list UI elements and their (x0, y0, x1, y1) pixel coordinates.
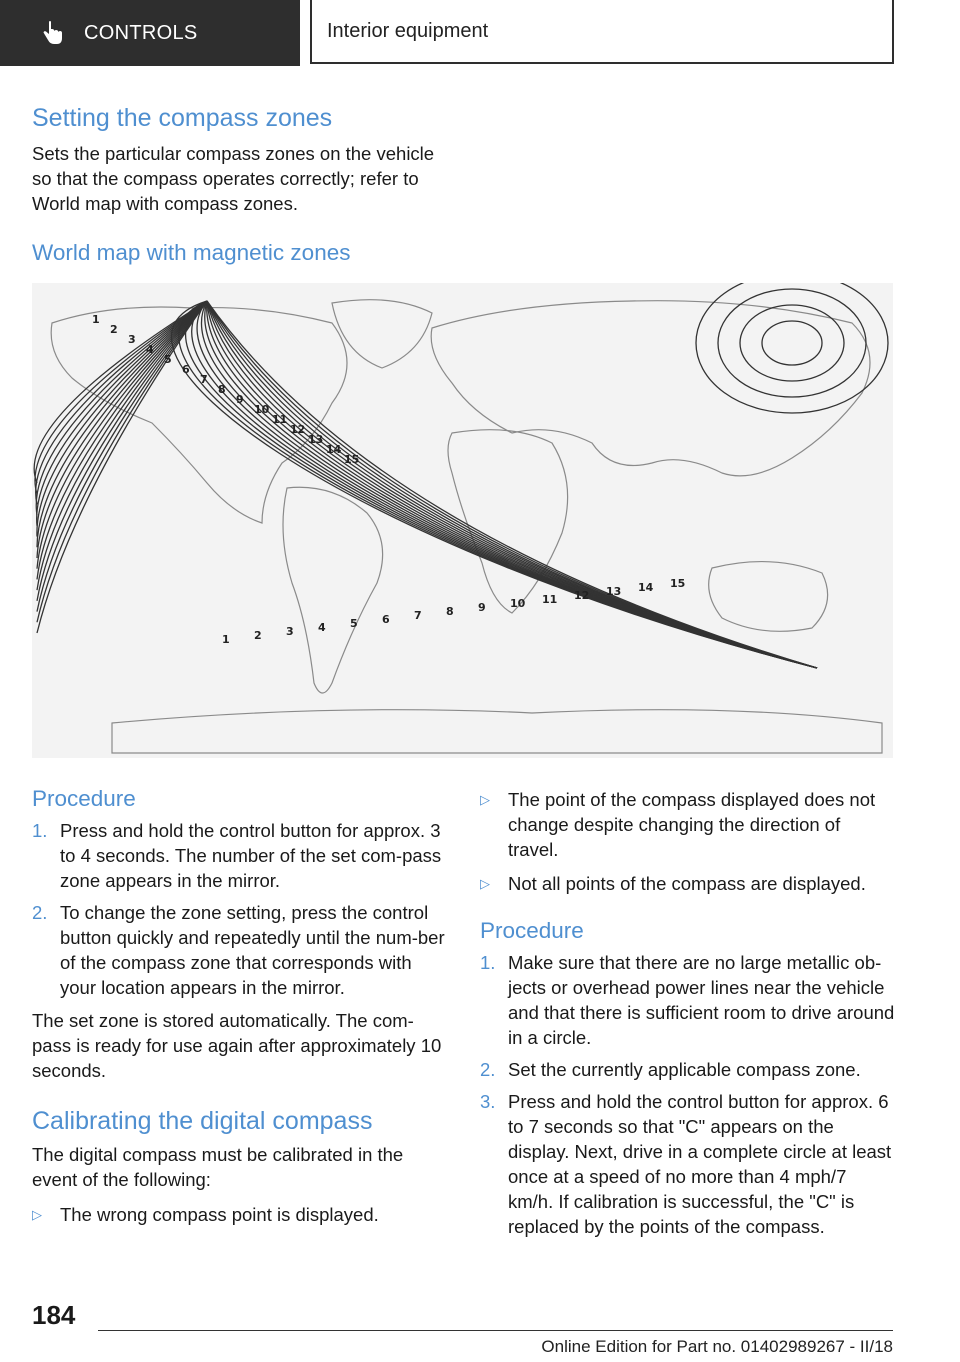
zone-label: 2 (254, 629, 262, 642)
compass-zones-section (32, 104, 452, 266)
zone-label: 8 (218, 383, 226, 396)
bullet-item: ▷ The wrong compass point is displayed. (32, 1204, 379, 1225)
compass-zones-text: Sets the particular compass zones on the vehicle so that the compass operates correctly; refer to World map with compass zones. (32, 143, 435, 214)
calibrating-text: The digital compass must be calibrated in the event of the following: (32, 1144, 404, 1190)
procedure-list-2 (480, 950, 895, 1239)
zone-label: 9 (236, 393, 244, 406)
zone-label: 4 (146, 343, 154, 356)
triangle-bullet-icon: ▷ (480, 876, 490, 891)
zone-label: 2 (110, 323, 118, 336)
bullet-item: ▷ The point of the compass displayed does not change despite changing the direction of travel. (480, 789, 876, 860)
zone-label: 15 (670, 577, 686, 590)
continent-australia (709, 562, 828, 632)
chapter-label: Interior equipment (327, 19, 489, 42)
zone-label: 11 (542, 593, 558, 606)
zone-isoline (762, 321, 822, 365)
procedure-step: 1. Make sure that there are no large metallic ob‐jects or overhead power lines near the vehicle and that there is sufficient room to drive around in a circle. (480, 952, 895, 1048)
zone-isoline (740, 305, 844, 381)
zone-label: 13 (308, 433, 324, 446)
zone-isoline (201, 301, 817, 668)
procedure-heading-2: Procedure (480, 918, 584, 943)
zone-label: 14 (638, 581, 654, 594)
procedure-list-1 (32, 818, 452, 1000)
zone-isoline (192, 301, 817, 668)
zone-label: 6 (182, 363, 190, 376)
zone-label: 15 (344, 453, 360, 466)
zone-label: 10 (254, 403, 270, 416)
procedure-step: 2. Set the currently applicable compass zone. (480, 1059, 861, 1080)
section-label: CONTROLS (84, 21, 198, 44)
procedure-heading-1: Procedure (32, 786, 136, 811)
continent-antarctica (112, 710, 882, 753)
zone-label: 1 (92, 313, 100, 326)
procedure-note: The set zone is stored automatically. The com‐pass is ready for use again after approximately 10 seconds. (32, 1010, 442, 1081)
procedure-step: 2. To change the zone setting, press the control button quickly and repeatedly until the num‐ber of the compass zone that corresponds with your location appears in the mirror. (32, 902, 445, 998)
footer-divider (98, 1330, 893, 1331)
zone-label: 1 (222, 633, 230, 646)
zone-label: 3 (286, 625, 294, 638)
zone-label: 7 (200, 373, 208, 386)
world-map-heading: World map with magnetic zones (32, 240, 351, 265)
right-column (480, 787, 895, 1239)
zone-label: 12 (574, 589, 590, 602)
continent-europe-asia (431, 301, 870, 476)
zone-label: 8 (446, 605, 454, 618)
zone-label: 14 (326, 443, 342, 456)
compass-zones-heading: Setting the compass zones (32, 104, 333, 132)
chapter-tab (310, 0, 894, 64)
procedure-step: 3. Press and hold the control button for approx. 6 to 7 seconds so that "C" appears on the display. Next, drive in a complete circle at least once at a speed of no more than 4 mph/7 km/h. If calibration is successful, the "C" is replaced by the points of the compass. (480, 1091, 892, 1237)
continent-north-america (51, 307, 347, 523)
zone-isoline (37, 301, 207, 579)
zone-label: 12 (290, 423, 306, 436)
zone-label: 4 (318, 621, 326, 634)
zone-isoline (179, 301, 817, 668)
zone-label: 9 (478, 601, 486, 614)
zone-label: 11 (272, 413, 288, 426)
zone-label: 10 (510, 597, 526, 610)
continent-africa (448, 430, 568, 613)
calibrating-bullets-1 (32, 1202, 452, 1227)
zone-label: 13 (606, 585, 622, 598)
triangle-bullet-icon: ▷ (480, 792, 490, 807)
world-map-image (32, 283, 893, 758)
zone-label: 5 (164, 353, 172, 366)
zone-label: 3 (128, 333, 136, 346)
section-tab (0, 0, 300, 66)
footer-edition: Online Edition for Part no. 01402989267 - II/18 (541, 1337, 893, 1356)
calibrating-bullets-2 (480, 787, 895, 896)
zone-isoline (186, 301, 817, 668)
world-map-magnetic-zones (32, 283, 893, 758)
zone-isoline (197, 301, 817, 668)
triangle-bullet-icon: ▷ (32, 1207, 42, 1222)
page-number: 184 (32, 1300, 76, 1330)
zone-label: 5 (350, 617, 358, 630)
zone-label: 7 (414, 609, 422, 622)
zone-isoline (37, 301, 207, 590)
zone-label: 6 (382, 613, 390, 626)
left-column (32, 786, 452, 1227)
page-header (0, 0, 960, 66)
bullet-item: ▷ Not all points of the compass are displayed. (480, 873, 866, 894)
continent-south-america (283, 487, 383, 693)
calibrating-heading: Calibrating the digital compass (32, 1107, 373, 1135)
pointing-hand-icon (42, 21, 64, 45)
procedure-step: 1. Press and hold the control button for approx. 3 to 4 seconds. The number of the set com‐pass zone appears in the mirror. (32, 820, 442, 891)
